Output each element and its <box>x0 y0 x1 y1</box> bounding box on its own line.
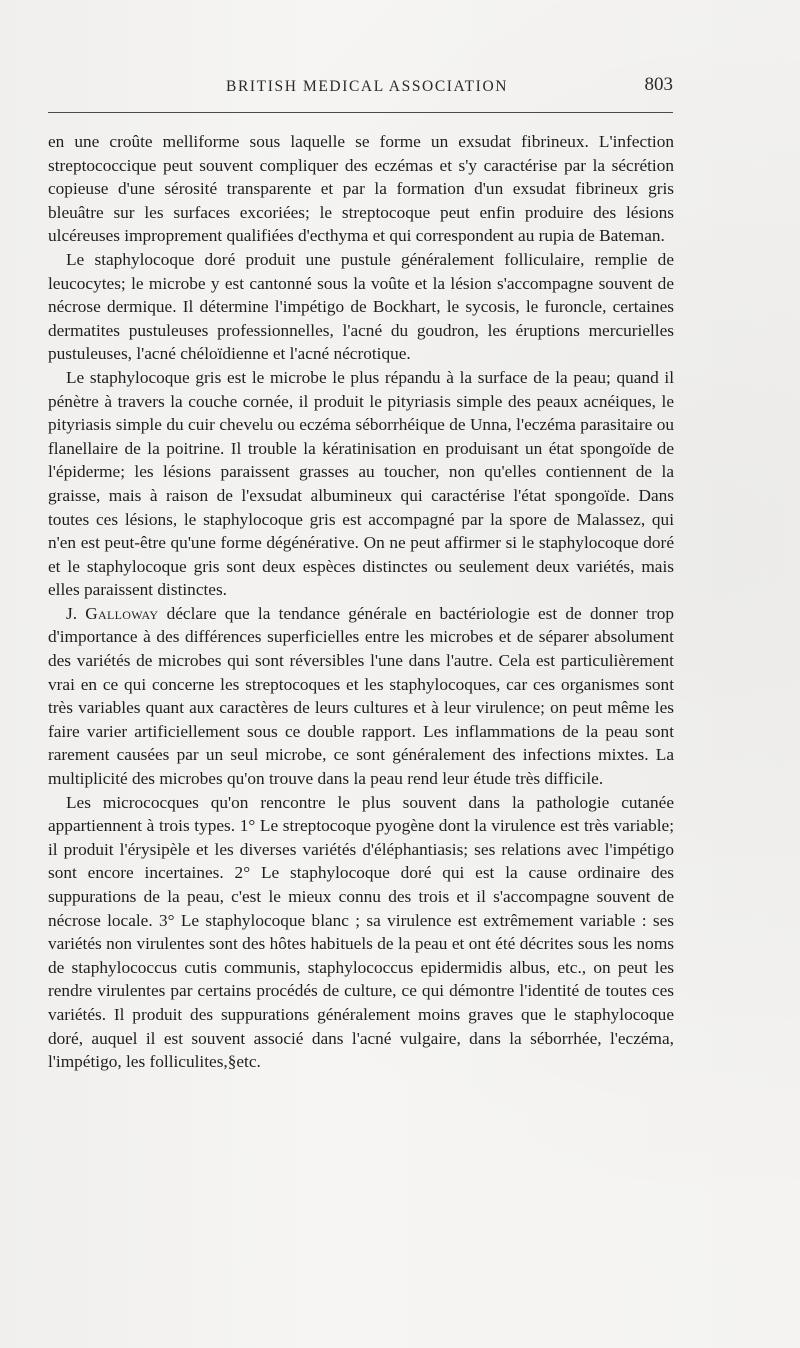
paragraph-4-text: déclare que la tendance générale en bactériologie est de donner trop d'importance à des différences superficielles entre les microbes et de séparer absolument des variétés de microbes qui sont réversibles l'une dans l'autre. Cela est particulièrement vrai en ce qui concerne les streptocoques et les staphylocoques, car ces organismes sont très variables quant aux caractères de leurs cultures et à leur virulence; on peut même les faire varier artificiellement sous ce double rapport. Les inflammations de la peau sont rarement causées par un seul microbe, ce sont généralement des infections mixtes. La multiplicité des microbes qu'on trouve dans la peau rend leur étude très difficile. <box>48 603 674 789</box>
header-rule <box>48 112 673 113</box>
paragraph-2: Le staphylocoque doré produit une pustule généralement folliculaire, remplie de leucocytes; le microbe y est cantonné sous la voûte et la lésion s'accompagne souvent de nécrose dermique. Il détermine l'impétigo de Bockhart, le sycosis, le furoncle, certaines dermatites pustuleuses professionnelles, l'acné du goudron, les éruptions mercurielles pustuleuses, l'acné chéloïdienne et l'acné nécrotique. <box>48 249 674 364</box>
paragraph-4-lead: J. <box>66 603 86 623</box>
page-header <box>48 74 673 100</box>
paragraph-5: Les micrococques qu'on rencontre le plus souvent dans la pathologie cutanée appartiennent à trois types. 1° Le streptocoque pyogène dont la virulence est très variable; il produit l'érysipèle et les diverses variétés d'éléphantiasis; ses relations avec l'impétigo sont encore incertaines. 2° Le staphylocoque doré qui est la cause ordinaire des suppurations de la peau, c'est le mieux connu des trois et il s'accompagne souvent de nécrose locale. 3° Le staphylocoque blanc ; sa virulence est extrêmement variable : ses variétés non virulentes sont des hôtes habituels de la peau et ont été décrites sous les noms de staphylococcus cutis communis, staphylococcus epidermidis albus, etc., on peut les rendre virulentes par certains procédés de culture, ce qui démontre l'identité de toutes ces variétés. Il produit des suppurations généralement moins graves que le staphylocoque doré, auquel il est souvent associé dans l'acné vulgaire, dans la séborrhée, l'eczéma, l'impétigo, les folliculites,§etc. <box>48 792 674 1072</box>
speaker-name: Galloway <box>85 603 159 623</box>
body-text <box>48 130 674 1074</box>
paragraph-3: Le staphylocoque gris est le microbe le plus répandu à la surface de la peau; quand il pénètre à travers la couche cornée, il produit le pityriasis simple des peaux acnéiques, le pityriasis simple du cuir chevelu ou eczéma séborrhéique de Unna, l'eczéma parasitaire ou flanellaire de la poitrine. Il trouble la kératinisation en produisant un état spongoïde de l'épiderme; les lésions paraissent grasses au toucher, non qu'elles contiennent de la graisse, mais à raison de l'exsudat albumineux qui caractérise l'état spongoïde. Dans toutes ces lésions, le staphylocoque gris est accompagné par la spore de Malassez, qui n'en est peut-être qu'une forme dégénérative. On ne peut affirmer si le staphylocoque doré et le staphylocoque gris sont deux espèces distinctes ou seulement deux variétés, mais elles paraissent distinctes. <box>48 367 674 600</box>
page-number: 803 <box>644 74 673 95</box>
running-head: BRITISH MEDICAL ASSOCIATION <box>226 78 509 95</box>
paragraph-4 <box>48 602 674 791</box>
paragraph-1: en une croûte melliforme sous laquelle se forme un exsudat fibrineux. L'infection streptococcique peut souvent compliquer des eczémas et s'y caractérise par la sécrétion copieuse d'une sérosité transparente et par la formation d'un exsudat fibrineux gris bleuâtre sur les surfaces excoriées; le streptocoque peut enfin produire des lésions ulcéreuses improprement qualifiées d'ecthyma et qui correspondent au rupia de Bateman. <box>48 132 674 246</box>
